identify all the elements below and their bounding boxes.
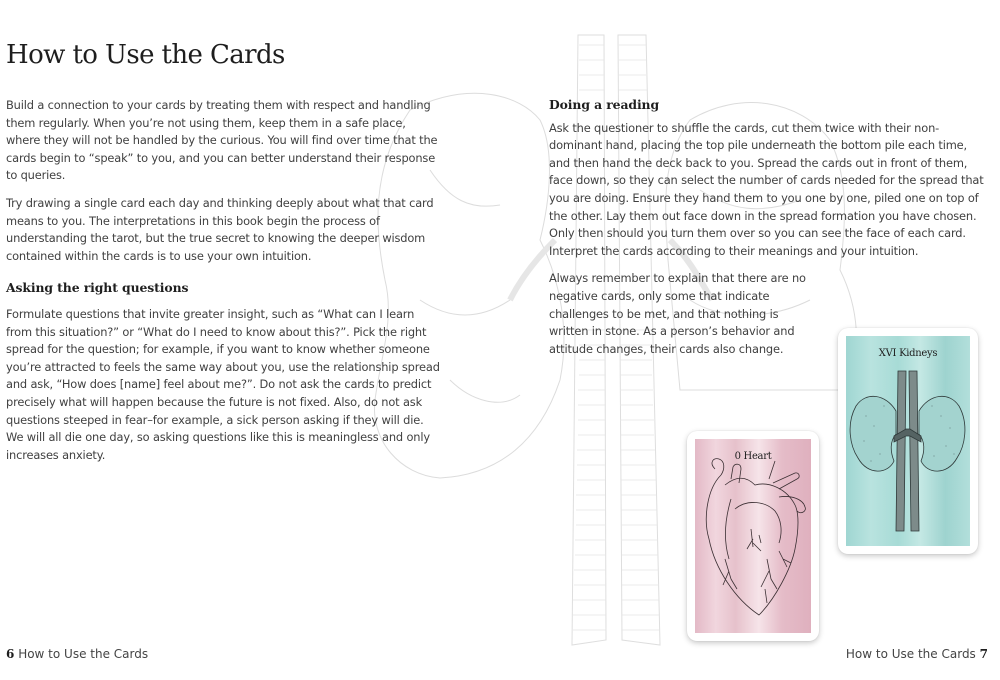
- card-title: 0 Heart: [734, 451, 772, 462]
- card-face: [846, 336, 970, 546]
- tarot-card-kidneys: [838, 328, 978, 554]
- section-paragraph: Formulate questions that invite greater insight, such as “What can I learn from this situation?” or “What do I need to know about this?”. Pick the right spread for the question; for example, if you want to know whether someone you’re attracted to feels the same way about you, use the relationship spread and ask, “How does [name] feel about me?”. Do not ask the cards to predict precisely what will happen because the future is not fixed. Also, do not ask questions steeped in fear–for example, a sick person asking if they will die. We will all die one day, so asking questions like this is meaningless and only increases anxiety.: [6, 306, 440, 462]
- right-page-footer: [846, 647, 988, 661]
- heart-illustration: [695, 439, 811, 633]
- tarot-card-heart: [687, 431, 819, 641]
- left-page-footer: [6, 647, 148, 661]
- card-face: [695, 439, 811, 633]
- section-heading-doing-reading: Doing a reading: [549, 97, 660, 112]
- intro-paragraph: Try drawing a single card each day and thinking deeply about what that card means to you. The interpretations in this book begin the process of understanding the tarot, but the true secret to knowing the deeper wisdom contained within the cards is to use your own intuition.: [6, 195, 434, 263]
- left-page-body: [6, 97, 442, 474]
- running-head: How to Use the Cards: [18, 647, 149, 661]
- section-paragraph: Ask the questioner to shuffle the cards, cut them twice with their non-dominant hand, placing the top pile underneath the bottom pile each time, and then hand the deck back to you. Spread the cards out in front of them, face down, so they can select the number of cards needed for the spread that you are doing. Ensure they hand them to you one by one, piled one on top of the other. Lay them out face down in the spread formation you have chosen. Only then should you turn them over so you can see the face of each card. Interpret the cards according to their meanings and your intuition.: [549, 120, 984, 258]
- intro-paragraph: Build a connection to your cards by treating them with respect and handling them regularly. When you’re not using them, keep them in a safe place, where they will not be handled by the curious. You will find over time that the cards begin to “speak” to you, and you can better understand their response to queries.: [6, 98, 438, 183]
- card-title: XVI Kidneys: [878, 348, 938, 359]
- section-heading-asking-questions: Asking the right questions: [6, 280, 189, 296]
- page-number: 7: [979, 647, 988, 661]
- page-title: How to Use the Cards: [6, 40, 285, 70]
- running-head: How to Use the Cards: [845, 647, 976, 661]
- page-number: 6: [6, 647, 15, 661]
- section-paragraph: Always remember to explain that there are no negative cards, only some that indicate challenges to be met, and that nothing is written in stone. As a person’s behavior and attitude changes, their cards also change.: [549, 271, 806, 356]
- kidneys-illustration: [846, 336, 970, 546]
